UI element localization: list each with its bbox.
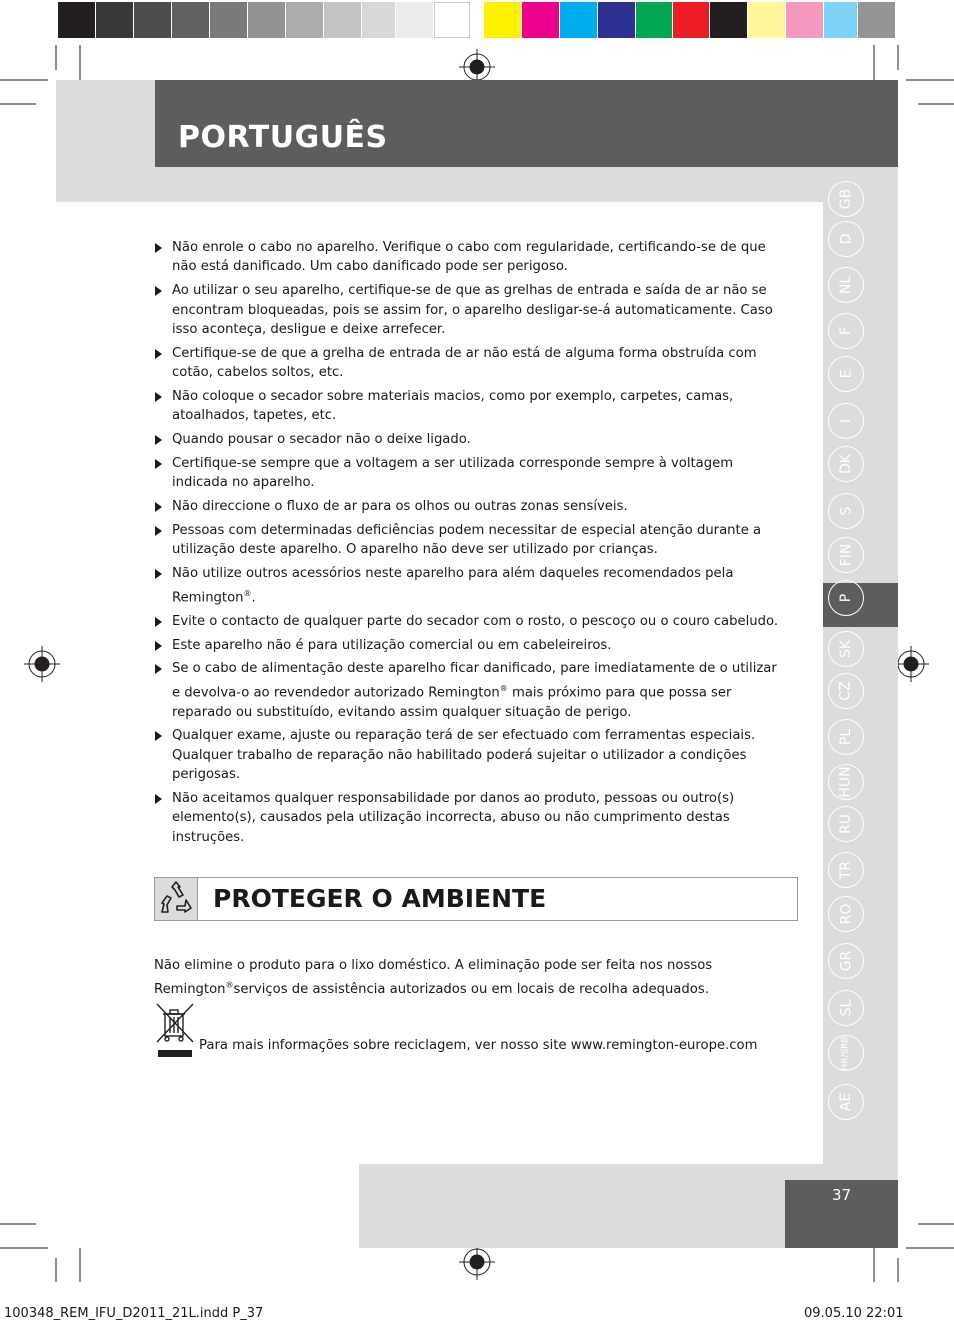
language-label: HUN <box>838 766 854 798</box>
language-label: AE <box>838 1092 854 1112</box>
language-label: S <box>837 506 854 516</box>
list-item: Evite o contacto de qualquer parte do secador com o rosto, o pescoço ou o couro cabeludo. <box>154 612 779 631</box>
language-label: RU <box>837 814 854 834</box>
list-item: Não coloque o secador sobre materiais macios, como por exemplo, carpetes, camas, atoalhados, tapetes, etc. <box>154 387 779 426</box>
language-tab-i <box>828 403 864 439</box>
language-tab-gb <box>828 181 864 217</box>
language-tab-ru <box>828 806 864 842</box>
language-tab-s <box>828 493 864 529</box>
language-tab-tr <box>828 852 864 888</box>
language-label: RO <box>838 903 854 925</box>
language-tab-dk <box>828 446 864 482</box>
footer-date: 09.05.10 22:01 <box>804 1306 904 1321</box>
recycling-note: Para mais informações sobre reciclagem, ver nosso site www.remington-europe.com <box>199 1038 758 1053</box>
section-title: PROTEGER O AMBIENTE <box>213 884 547 913</box>
list-item: Não enrole o cabo no aparelho. Verifique o cabo com regularidade, certificando-se de que não está danificado. Um cabo danificado pode ser perigoso. <box>154 238 779 277</box>
language-label: P <box>837 593 854 603</box>
list-item: Certifique-se de que a grelha de entrada de ar não está de alguma forma obstruída com cotão, cabelos soltos, etc. <box>154 344 779 383</box>
language-tab-ae <box>828 1084 864 1120</box>
language-tab-nl <box>828 267 864 303</box>
language-label: F <box>838 326 854 336</box>
language-tab-cz <box>828 673 864 709</box>
list-item: Não direccione o fluxo de ar para os olhos ou outras zonas sensíveis. <box>154 497 779 516</box>
language-label: E <box>837 369 854 379</box>
language-tab-sk <box>828 631 864 667</box>
language-label: I <box>837 418 854 424</box>
language-tab-pl <box>828 719 864 755</box>
language-tab-sl <box>828 990 864 1026</box>
language-label: HR/SRB <box>840 1035 851 1071</box>
list-item: Certifique-se sempre que a voltagem a ser utilizada corresponde sempre à voltagem indicada no aparelho. <box>154 454 779 493</box>
list-item: Quando pousar o secador não o deixe ligado. <box>154 430 779 449</box>
page-title: PORTUGUÊS <box>178 120 388 155</box>
list-item: Não utilize outros acessórios neste aparelho para além daqueles recomendados pela Remington®. <box>154 564 779 607</box>
language-tab-f <box>828 313 864 349</box>
language-tab-hr-srb <box>828 1035 864 1071</box>
language-tab-gr <box>828 943 864 979</box>
language-label: D <box>838 233 854 245</box>
list-item: Pessoas com determinadas deficiências podem necessitar de especial atenção durante a utilização deste aparelho. O aparelho não deve ser utilizado por crianças. <box>154 521 779 560</box>
language-tab-p <box>828 580 864 616</box>
list-item: Qualquer exame, ajuste ou reparação terá de ser efectuado com ferramentas especiais. Qualquer trabalho de reparação não habilitado poderá sujeitar o utilizador a condições perigosas. <box>154 726 779 784</box>
language-label: FIN <box>838 543 854 567</box>
list-item: Não aceitamos qualquer responsabilidade por danos ao produto, pessoas ou outro(s) elemento(s), causados pela utilização incorrecta, abuso ou não cumprimento destas instruções. <box>154 789 779 847</box>
language-label: DK <box>838 454 854 474</box>
list-item: Se o cabo de alimentação deste aparelho ficar danificado, pare imediatamente de o utilizar e devolva-o ao revendedor autorizado Remington® mais próximo para que possa ser reparado ou substituído, evitando assim qualquer situação de perigo. <box>154 659 779 722</box>
language-label: NL <box>838 275 854 295</box>
language-tab-d <box>828 221 864 257</box>
language-tab-e <box>828 356 864 392</box>
language-label: CZ <box>838 681 854 701</box>
recycle-icon <box>155 878 197 920</box>
list-item: Ao utilizar o seu aparelho, certifique-se de que as grelhas de entrada e saída de ar não se encontram bloqueadas, pois se assim for, o aparelho desligar-se-á automaticamente. Caso isso aconteça, desligue e deixe arrefecer. <box>154 281 779 339</box>
language-label: SK <box>837 639 854 659</box>
list-item: Este aparelho não é para utilização comercial ou em cabeleireiros. <box>154 636 779 655</box>
page-number: 37 <box>831 1186 852 1204</box>
language-tab-fin <box>828 537 864 573</box>
language-tab-hun <box>828 764 864 800</box>
language-label: GB <box>837 188 854 210</box>
language-label: TR <box>838 860 854 880</box>
footer-filename: 100348_REM_IFU_D2011_21L.indd P_37 <box>4 1306 264 1321</box>
language-tab-ro <box>828 896 864 932</box>
safety-list <box>154 238 779 852</box>
language-label: PL <box>838 728 854 746</box>
section-icon-box <box>154 877 198 921</box>
language-label: SL <box>838 999 854 1017</box>
language-label: GR <box>837 950 854 972</box>
environment-paragraph: Não elimine o produto para o lixo doméstico. A eliminação pode ser feita nos nossos Remington®serviços de assistência autorizados ou em locais de recolha adequados. <box>154 958 713 997</box>
crossed-bin-icon <box>153 1002 197 1060</box>
